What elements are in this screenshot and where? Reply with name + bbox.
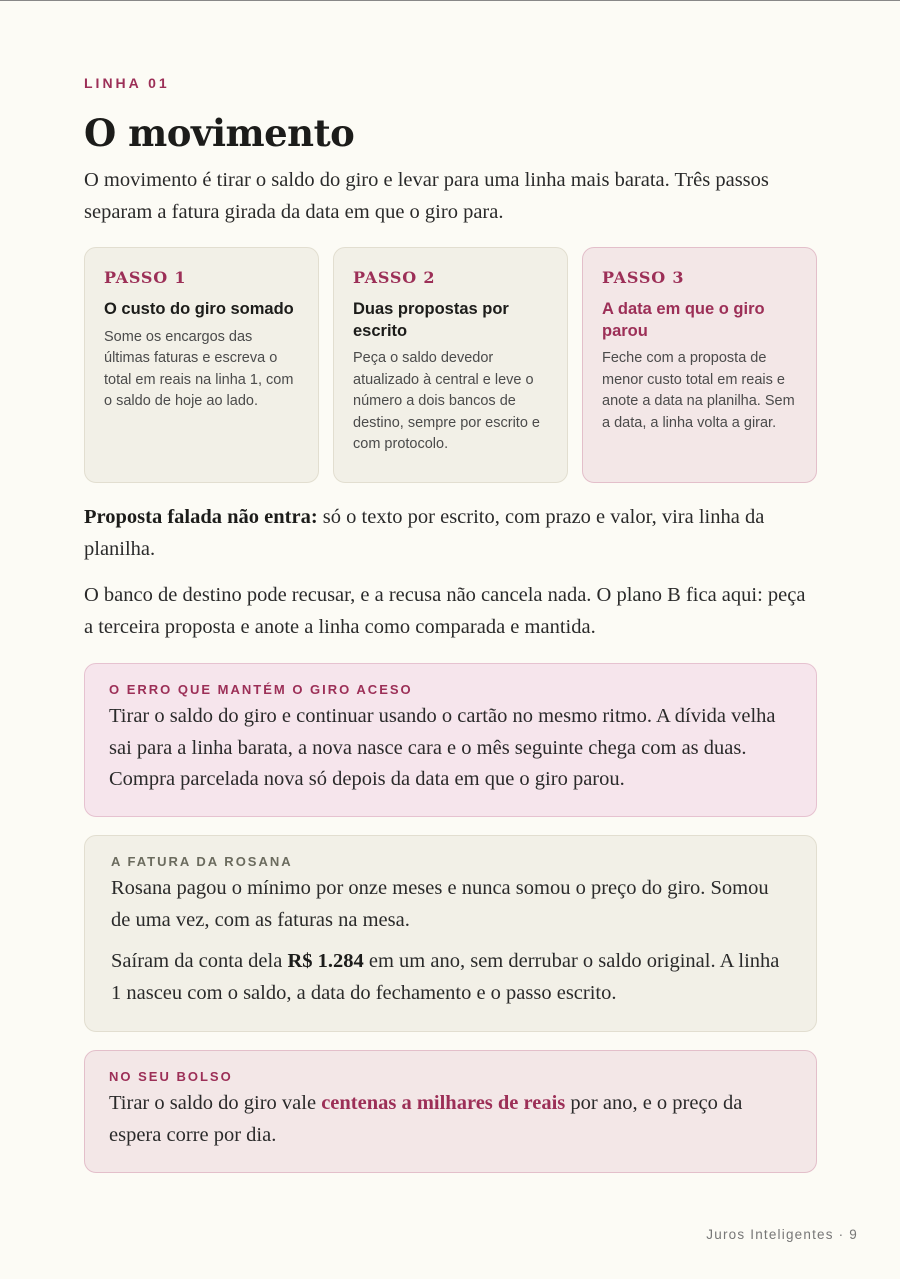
pocket-callout — [84, 1050, 817, 1173]
text-fragment: Tirar o saldo do giro vale — [109, 1092, 322, 1114]
page-title: O movimento — [84, 111, 355, 155]
paragraph-lead: Proposta falada não entra: — [84, 506, 318, 528]
callout-text — [111, 946, 792, 1009]
step-card-1 — [84, 247, 319, 483]
step-text: Peça o saldo devedor atualizado à central e leve o número a dois bancos de destino, sempre por escrito e com protocolo. — [353, 350, 540, 452]
step-text: Some os encargos das últimas faturas e escreva o total em reais na linha 1, com o saldo de hoje ao lado. — [104, 328, 294, 409]
callout-label: NO SEU BOLSO — [109, 1069, 233, 1084]
callout-label: O ERRO QUE MANTÉM O GIRO ACESO — [109, 682, 413, 697]
step-label: PASSO 3 — [602, 268, 685, 287]
amount-highlight: R$ 1.284 — [287, 950, 364, 972]
step-title: A data em que o giro parou — [602, 300, 765, 340]
text-fragment: Saíram da conta dela — [111, 950, 288, 972]
callout-text — [109, 1088, 792, 1151]
written-proposal-paragraph — [84, 501, 817, 565]
text-fragment: por ano, e o preço da espera corre por dia. — [109, 1092, 743, 1146]
section-eyebrow: LINHA 01 — [84, 75, 170, 91]
callout-text: Rosana pagou o mínimo por onze meses e nunca somou o preço do giro. Somou de uma vez, com as faturas na mesa. — [111, 877, 769, 931]
warning-callout — [84, 663, 817, 817]
plan-b-paragraph: O banco de destino pode recusar, e a recusa não cancela nada. O plano B fica aqui: peça a terceira proposta e anote a linha como comparada e mantida. — [84, 584, 806, 638]
step-label: PASSO 1 — [104, 268, 187, 287]
story-callout — [84, 835, 817, 1032]
page-footer: Juros Inteligentes · 9 — [706, 1227, 858, 1242]
step-card-2 — [333, 247, 568, 483]
text-fragment: em um ano, sem derrubar o saldo original. A linha 1 nasceu com o saldo, a data do fechamento e o passo escrito. — [111, 950, 780, 1004]
step-card-3 — [582, 247, 817, 483]
intro-paragraph: O movimento é tirar o saldo do giro e levar para uma linha mais barata. Três passos separam a fatura girada da data em que o giro para. — [84, 169, 769, 223]
callout-text: Tirar o saldo do giro e continuar usando o cartão no mesmo ritmo. A dívida velha sai para a linha barata, a nova nasce cara e o mês seguinte chega com as duas. Compra parcelada nova só depois da data em que o giro parou. — [109, 705, 776, 790]
callout-label: A FATURA DA ROSANA — [111, 854, 293, 869]
step-title: Duas propostas por escrito — [353, 300, 509, 340]
step-text: Feche com a proposta de menor custo total em reais e anote a data na planilha. Sem a data, a linha volta a girar. — [602, 350, 795, 431]
paragraph-rest: só o texto por escrito, com prazo e valor, vira linha da planilha. — [84, 506, 765, 560]
steps-row — [84, 247, 817, 483]
value-highlight: centenas a milhares de reais — [321, 1092, 566, 1114]
step-title: O custo do giro somado — [104, 300, 294, 318]
step-label: PASSO 2 — [353, 268, 436, 287]
